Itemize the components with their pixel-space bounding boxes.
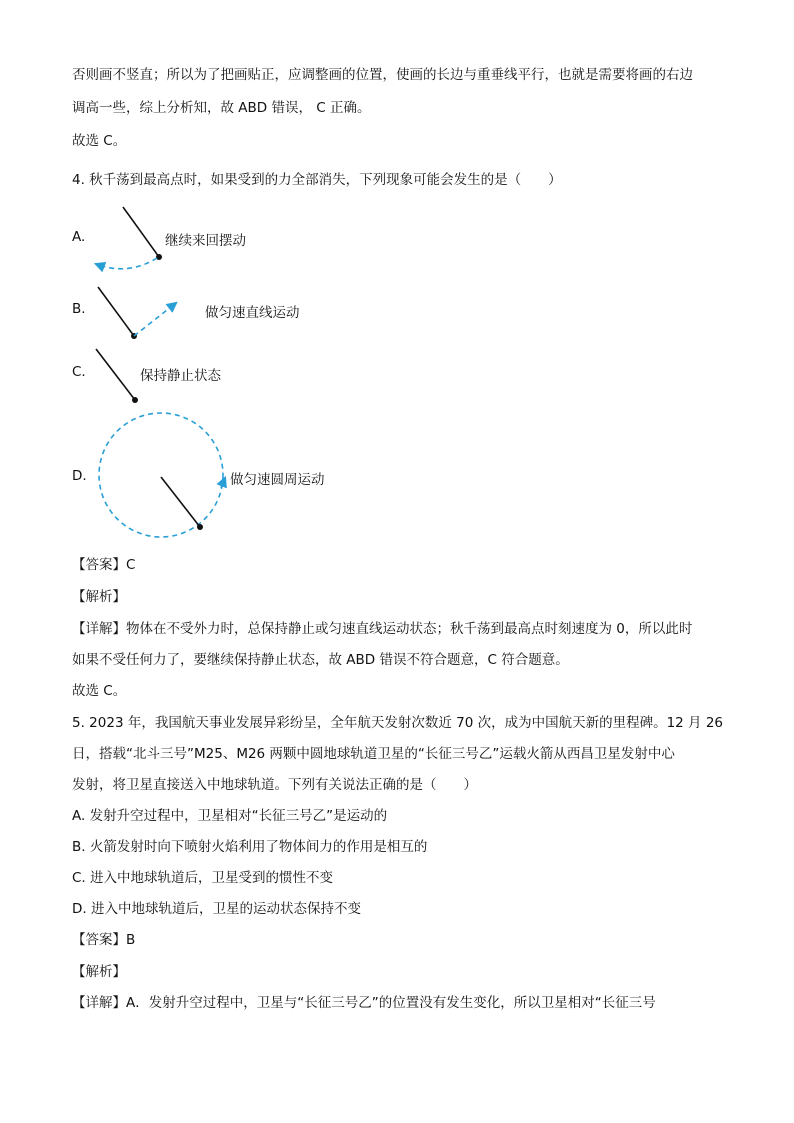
q4-detail-line-2: 如果不受任何力了，要继续保持静止状态，故 ABD 错误不符合题意，C 符合题意。	[72, 652, 569, 668]
q4-option-c-text: 保持静止状态	[140, 368, 221, 384]
q4-option-d-text: 做匀速圆周运动	[230, 472, 325, 488]
prev-explanation-line-2: 调高一些，综上分析知，故 ABD 错误， C 正确。	[72, 100, 371, 116]
prev-explanation-line-1: 否则画不竖直；所以为了把画贴正，应调整画的位置，使画的长边与重垂线平行，也就是需要将画的右边	[72, 67, 693, 83]
q5-stem-line-3: 发射，将卫星直接送入中地球轨道。下列有关说法正确的是（ ）	[72, 777, 477, 793]
q4-analysis-heading: 【解析】	[72, 589, 126, 605]
q4-option-b-label: B.	[72, 301, 86, 317]
q5-option-a: A. 发射升空过程中，卫星相对“长征三号乙”是运动的	[72, 808, 388, 824]
figure-d-circle	[99, 413, 225, 537]
prev-choose-text: 故选 C。	[72, 133, 127, 149]
q4-option-c-label: C.	[72, 364, 86, 380]
q4-option-a-label: A.	[72, 229, 86, 245]
q4-detail-line-1: 【详解】物体在不受外力时，总保持静止或匀速直线运动状态；秋千荡到最高点时刻速度为 0，所以此时	[72, 621, 693, 637]
figure-a-swing-arc	[96, 207, 162, 269]
q5-detail-line-1: 【详解】A．发射升空过程中，卫星与“长征三号乙”的位置没有发生变化，所以卫星相对“长征三号	[72, 995, 656, 1011]
q5-answer: 【答案】B	[72, 932, 136, 948]
q4-stem: 4. 秋千荡到最高点时，如果受到的力全部消失，下列现象可能会发生的是（ ）	[72, 172, 562, 188]
q4-answer: 【答案】C	[72, 557, 136, 573]
q5-option-c: C. 进入中地球轨道后，卫星受到的惯性不变	[72, 870, 334, 886]
q4-option-b-text: 做匀速直线运动	[205, 305, 300, 321]
q5-option-d: D. 进入中地球轨道后，卫星的运动状态保持不变	[72, 901, 361, 917]
q5-option-b: B. 火箭发射时向下喷射火焰利用了物体间力的作用是相互的	[72, 839, 428, 855]
q5-stem-line-1: 5. 2023 年，我国航天事业发展异彩纷呈，全年航天发射次数近 70 次，成为中国航天新的里程碑。12 月 26	[72, 715, 724, 731]
figure-b-straight-line	[98, 287, 176, 339]
q4-option-a-text: 继续来回摆动	[165, 233, 246, 249]
q4-option-d-label: D.	[72, 468, 87, 484]
q4-choose-text: 故选 C。	[72, 683, 127, 699]
q5-stem-line-2: 日，搭载“北斗三号”M25、M26 两颗中圆地球轨道卫星的“长征三号乙”运载火箭从西昌卫星发射中心	[72, 746, 675, 762]
q5-analysis-heading: 【解析】	[72, 964, 126, 980]
figure-c-static	[96, 349, 138, 403]
